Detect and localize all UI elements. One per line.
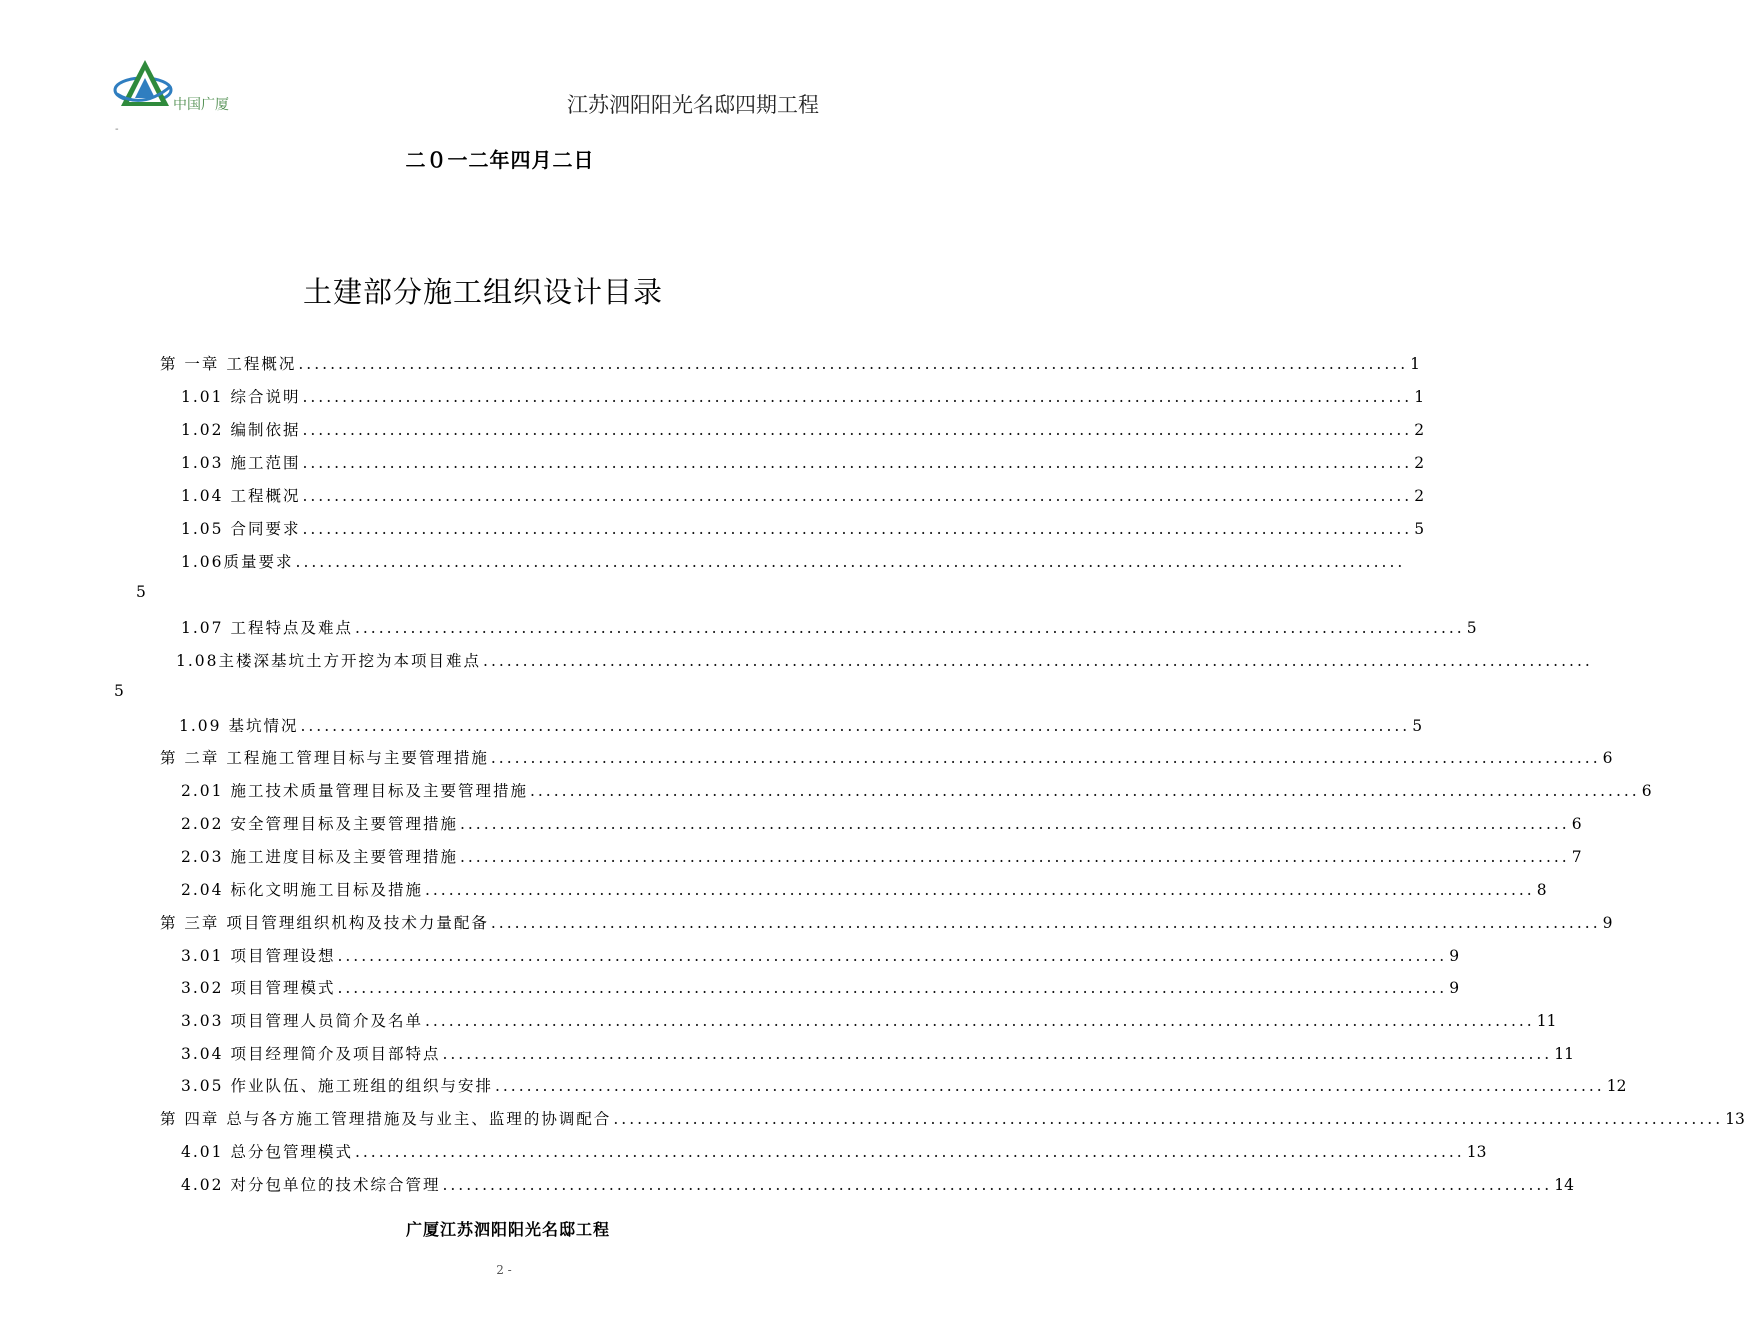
document-date: 二０一二年四月二日 <box>405 148 595 172</box>
toc-entry[interactable] <box>181 1042 1574 1064</box>
footer-title: 广厦江苏泗阳阳光名邸工程 <box>405 1220 610 1239</box>
toc-entry-page-number: 11 <box>1536 1012 1557 1030</box>
toc-entry-page-number: 9 <box>1602 914 1613 932</box>
toc-leader-dots: ............................................................................................................................................ <box>354 1143 1465 1161</box>
toc-leader-dots: ............................................................................................................................................ <box>302 454 1413 472</box>
toc-entry[interactable] <box>181 976 1460 998</box>
toc-entry-label: 4.01 总分包管理模式 <box>181 1143 353 1161</box>
toc-entry-label: 2.01 施工技术质量管理目标及主要管理措施 <box>181 782 528 800</box>
toc-leader-dots: ............................................................................................................................................ <box>300 717 1411 735</box>
toc-entry-label: 4.02 对分包单位的技术综合管理 <box>181 1176 441 1194</box>
toc-entry[interactable] <box>181 812 1582 834</box>
toc-entry-page-number: 8 <box>1536 881 1547 899</box>
toc-entry[interactable] <box>181 451 1425 473</box>
toc-leader-dots: ............................................................................................................................................ <box>295 553 1406 571</box>
toc-entry-page-number: 11 <box>1554 1045 1574 1063</box>
toc-entry-label: 2.02 安全管理目标及主要管理措施 <box>181 815 458 833</box>
header-dash: - <box>115 124 119 135</box>
toc-entry-label: 1.08主楼深基坑土方开挖为本项目难点 <box>176 652 482 670</box>
toc-entry-label: 1.05 合同要求 <box>181 520 301 538</box>
toc-entry-page-number: 9 <box>1449 979 1460 997</box>
toc-leader-dots: ............................................................................................................................................ <box>302 388 1413 406</box>
toc-entry[interactable] <box>181 616 1477 638</box>
toc-leader-dots: ............................................................................................................................................ <box>354 619 1465 637</box>
toc-entry[interactable] <box>181 550 1406 572</box>
toc-entry-page-number: 6 <box>1602 749 1613 767</box>
toc-entry[interactable] <box>160 746 1613 768</box>
toc-entry[interactable] <box>176 649 1593 671</box>
toc-entry-label: 3.03 项目管理人员简介及名单 <box>181 1012 423 1030</box>
toc-entry-label: 1.07 工程特点及难点 <box>181 619 353 637</box>
toc-entry-page-number: 14 <box>1554 1176 1574 1194</box>
toc-entry-label: 第 四章 总与各方施工管理措施及与业主、监理的协调配合 <box>160 1110 612 1128</box>
toc-entry[interactable] <box>181 1173 1574 1195</box>
toc-entry-page-number: 6 <box>1571 815 1582 833</box>
toc-entry-label: 3.05 作业队伍、施工班组的组织与安排 <box>181 1077 493 1095</box>
toc-leader-dots: ............................................................................................................................................ <box>442 1045 1553 1063</box>
toc-entry[interactable] <box>181 418 1425 440</box>
toc-entry[interactable] <box>181 484 1425 506</box>
toc-entry-label: 2.04 标化文明施工目标及措施 <box>181 881 423 899</box>
toc-leader-dots: ............................................................................................................................................ <box>490 914 1601 932</box>
toc-entry[interactable] <box>160 1107 1745 1129</box>
toc-entry-label: 1.09 基坑情况 <box>179 717 299 735</box>
toc-entry-page-number: 2 <box>1414 421 1425 439</box>
toc-leader-dots: ............................................................................................................................................ <box>494 1077 1605 1095</box>
toc-leader-dots: ............................................................................................................................................ <box>529 782 1640 800</box>
toc-entry-page-number: 1 <box>1414 388 1425 406</box>
toc-entry-label: 第 三章 项目管理组织机构及技术力量配备 <box>160 914 489 932</box>
toc-leader-dots: ............................................................................................................................................ <box>302 421 1413 439</box>
toc-leader-dots: ............................................................................................................................................ <box>424 1012 1535 1030</box>
toc-title: 土建部分施工组织设计目录 <box>302 275 663 309</box>
toc-leader-dots: ............................................................................................................................................ <box>302 520 1413 538</box>
toc-entry-page-number: 13 <box>1466 1143 1487 1161</box>
toc-entry-label: 1.01 综合说明 <box>181 388 301 406</box>
toc-leader-dots: ............................................................................................................................................ <box>424 881 1535 899</box>
toc-entry-page-number: 5 <box>1466 619 1477 637</box>
toc-leader-dots: ............................................................................................................................................ <box>459 848 1570 866</box>
toc-entry[interactable] <box>160 352 1421 374</box>
toc-entry[interactable] <box>181 944 1460 966</box>
toc-leader-dots: ............................................................................................................................................ <box>442 1176 1553 1194</box>
toc-entry[interactable] <box>181 517 1425 539</box>
toc-leader-dots: ............................................................................................................................................ <box>302 487 1413 505</box>
toc-entry-label: 3.04 项目经理简介及项目部特点 <box>181 1045 441 1063</box>
toc-entry-label: 1.06质量要求 <box>181 553 294 571</box>
toc-entry-label: 2.03 施工进度目标及主要管理措施 <box>181 848 458 866</box>
toc-entry[interactable] <box>181 1009 1557 1031</box>
toc-entry-page-number: 5 <box>136 583 146 601</box>
toc-leader-dots: ............................................................................................................................................ <box>613 1110 1724 1128</box>
toc-entry-page-number: 5 <box>114 682 124 700</box>
toc-entry-page-number: 2 <box>1414 454 1425 472</box>
page-number: 2 - <box>496 1263 512 1277</box>
toc-entry-page-number: 6 <box>1641 782 1652 800</box>
toc-entry-label: 第 二章 工程施工管理目标与主要管理措施 <box>160 749 489 767</box>
toc-entry-page-number: 5 <box>1414 520 1425 538</box>
toc-entry-page-number: 2 <box>1414 487 1425 505</box>
toc-entry-page-number: 1 <box>1410 355 1421 373</box>
toc-entry[interactable] <box>181 878 1547 900</box>
toc-entry-page-number: 5 <box>1412 717 1423 735</box>
toc-entry-label: 1.02 编制依据 <box>181 421 301 439</box>
toc-entry-label: 3.02 项目管理模式 <box>181 979 336 997</box>
toc-entry[interactable] <box>179 714 1423 736</box>
toc-entry-label: 1.04 工程概况 <box>181 487 301 505</box>
project-name: 江苏泗阳阳光名邸四期工程 <box>567 93 819 117</box>
toc-entry-label: 第 一章 工程概况 <box>160 355 297 373</box>
toc-entry[interactable] <box>181 1140 1487 1162</box>
toc-entry[interactable] <box>181 779 1652 801</box>
toc-leader-dots: ............................................................................................................................................ <box>483 652 1593 670</box>
toc-leader-dots: ............................................................................................................................................ <box>337 947 1448 965</box>
toc-leader-dots: ............................................................................................................................................ <box>337 979 1448 997</box>
toc-leader-dots: ............................................................................................................................................ <box>298 355 1409 373</box>
company-name: 中国广厦 <box>173 97 229 113</box>
toc-entry-label: 1.03 施工范围 <box>181 454 301 472</box>
toc-entry[interactable] <box>181 1074 1627 1096</box>
toc-entry[interactable] <box>181 845 1582 867</box>
toc-entry[interactable] <box>160 911 1613 933</box>
toc-entry-page-number: 12 <box>1606 1077 1627 1095</box>
toc-entry-page-number: 7 <box>1571 848 1582 866</box>
toc-entry[interactable] <box>181 385 1425 407</box>
toc-entry-page-number: 13 <box>1725 1110 1745 1128</box>
toc-entry-page-number: 9 <box>1449 947 1460 965</box>
toc-entry-label: 3.01 项目管理设想 <box>181 947 336 965</box>
toc-leader-dots: ............................................................................................................................................ <box>459 815 1570 833</box>
toc-leader-dots: ............................................................................................................................................ <box>490 749 1601 767</box>
